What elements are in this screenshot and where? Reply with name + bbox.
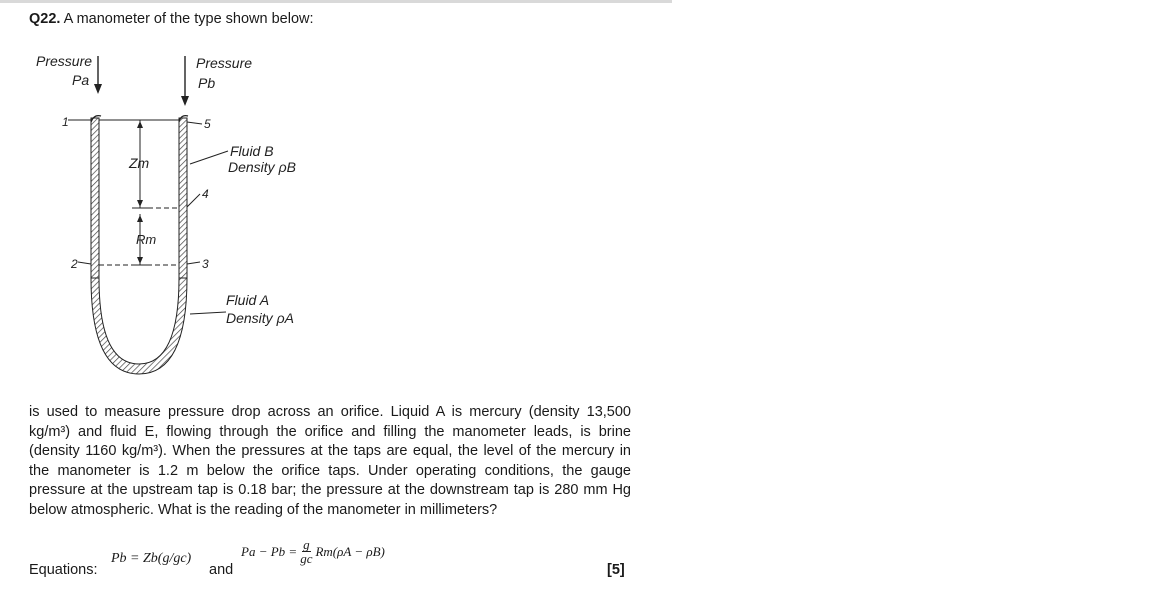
fluid-a-density: Density ρA — [226, 310, 294, 326]
question-number: Q22. — [29, 11, 61, 27]
pressure-a-symbol: Pa — [72, 72, 90, 88]
equations-connector: and — [209, 562, 234, 578]
equation-2-right: Rm(ρA − ρB) — [315, 543, 385, 559]
manometer-left-leg — [91, 116, 101, 278]
equation-2-denominator: gc — [300, 551, 313, 566]
point-3-label: 3 — [202, 257, 209, 271]
point-2-leader — [78, 262, 91, 264]
pressure-a-label: Pressure — [36, 53, 93, 69]
pressure-b-arrow — [181, 56, 189, 106]
marks-badge: [5] — [607, 562, 625, 578]
problem-statement: is used to measure pressure drop across an orifice. Liquid A is mercury (density 13,500 kg/m³) and fluid E, flowing through the orifice and filling the manometer leads, is brine (density 1160 kg/m³). When the pressures at the taps are equal, the level of the mercury in the manometer is 1.2 m below the orifice taps. Under operating conditions, the gauge pressure at the upstream tap is 0.18 bar; the pressure at the downstream tap is 280 mm Hg below atmospheric. What is the reading of the manometer in millimeters? — [29, 404, 631, 518]
equation-1: Pb = Zb(g/gc) — [111, 551, 192, 566]
manometer-right-leg — [179, 116, 188, 278]
manometer-diagram — [28, 46, 348, 391]
pressure-b-label: Pressure — [196, 55, 253, 71]
equation-2-fraction — [300, 538, 312, 565]
question-title — [29, 10, 314, 28]
manometer-figure — [28, 46, 348, 391]
fluid-a-leader — [190, 312, 226, 314]
fluid-b-name: Fluid B — [230, 143, 274, 159]
point-5-label: 5 — [204, 117, 211, 131]
fluid-b-leader — [190, 151, 228, 164]
manometer-u-bend — [91, 278, 187, 374]
fluid-b-density: Density ρB — [228, 159, 296, 175]
point-5-leader — [187, 122, 202, 124]
point-3-leader — [187, 262, 200, 264]
pressure-a-arrow — [94, 56, 102, 94]
point-1-label: 1 — [62, 115, 69, 129]
question-lead: A manometer of the type shown below: — [60, 11, 314, 27]
zm-label: Zm — [129, 155, 150, 171]
equation-2 — [241, 538, 385, 565]
equations-label: Equations: — [29, 562, 98, 578]
point-4-leader — [187, 194, 200, 207]
fluid-a-name: Fluid A — [226, 292, 270, 308]
point-2-label: 2 — [71, 257, 78, 271]
top-divider — [0, 0, 672, 3]
point-4-label: 4 — [202, 187, 209, 201]
pressure-b-symbol: Pb — [198, 75, 216, 91]
rm-label: Rm — [136, 232, 157, 247]
equation-2-numerator: g — [303, 537, 310, 552]
equation-2-left: Pa − Pb = — [241, 543, 298, 559]
